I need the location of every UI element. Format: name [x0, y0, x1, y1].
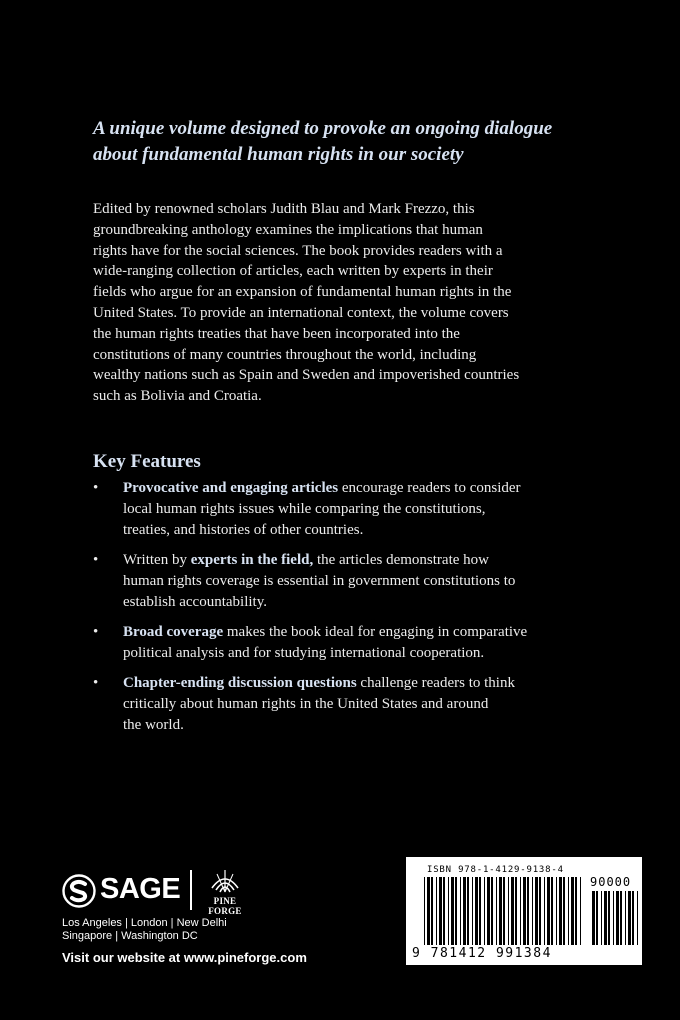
barcode-bar [511, 877, 514, 945]
feature-item [93, 478, 653, 541]
barcode-bar [608, 891, 610, 945]
barcode-bar [535, 877, 538, 945]
feature-line: human rights coverage is essential in government constitutions to [123, 573, 516, 589]
barcode-bar [439, 877, 442, 945]
barcode-bar [491, 877, 493, 945]
barcode-bar [601, 891, 602, 945]
feature-text: Written by [123, 552, 191, 568]
feature-text: the articles demonstrate how [313, 552, 489, 568]
website-link[interactable]: Visit our website at www.pineforge.com [62, 950, 307, 965]
intro-line: United States. To provide an international context, the volume covers [93, 304, 509, 321]
feature-line: critically about human rights in the United States and around [123, 696, 489, 712]
bullet-icon: • [93, 552, 99, 568]
feature-highlight: experts in the field, [190, 552, 314, 568]
feature-line: establish accountability. [123, 594, 267, 610]
bullet-icon: • [93, 675, 99, 691]
feature-text: makes the book ideal for engaging in comparative [223, 624, 528, 640]
barcode-bar [559, 877, 562, 945]
barcode-digits: 9 781412 991384 [412, 946, 552, 961]
intro-line: Edited by renowned scholars Judith Blau and Mark Frezzo, this [93, 201, 475, 217]
feature-item [93, 550, 653, 613]
feature-text: encourage readers to consider [338, 480, 521, 496]
pine-forge-line: FORGE [208, 906, 242, 916]
feature-line: the world. [123, 717, 184, 733]
cities-line: Singapore | Washington DC [62, 930, 198, 942]
barcode-bar [503, 877, 505, 945]
intro-line: constitutions of many countries throughout the world, including [93, 346, 477, 363]
feature-line: local human rights issues while comparing the constitutions, [123, 501, 486, 517]
intro-line: such as Bolivia and Croatia. [93, 388, 262, 405]
feature-highlight: Broad coverage [123, 624, 224, 640]
bullet-icon: • [93, 624, 99, 640]
barcode-bar [563, 877, 565, 945]
feature-item [93, 622, 653, 664]
barcode-bar [523, 877, 526, 945]
barcode-bar [580, 877, 581, 945]
feature-highlight: Provocative and engaging articles [123, 480, 339, 496]
barcode-bar [484, 877, 485, 945]
barcode-bar [496, 877, 497, 945]
intro-line: rights have for the social sciences. The book provides readers with a [93, 242, 503, 259]
tagline [93, 116, 633, 168]
intro-line: fields who argue for an expansion of fundamental human rights in the [93, 284, 512, 301]
barcode-bar [556, 877, 557, 945]
intro-line: the human rights treaties that have been incorporated into the [93, 325, 460, 342]
barcode-bar [604, 891, 607, 945]
bullet-icon: • [93, 480, 99, 496]
barcode-bar [625, 891, 626, 945]
cities-line: Los Angeles | London | New Delhi [62, 917, 227, 929]
barcode-bar [547, 877, 550, 945]
barcode-bar [532, 877, 533, 945]
barcode-bar [515, 877, 517, 945]
barcode-bar [427, 877, 430, 945]
pine-forge-line: PINE [213, 896, 237, 906]
barcode-bar [431, 877, 433, 945]
tagline-line: A unique volume designed to provoke an ongoing dialogue [93, 118, 553, 139]
price-code: 90000 [590, 875, 632, 889]
barcode-bar [613, 891, 614, 945]
intro-line: wealthy nations such as Spain and Sweden and impoverished countries [93, 367, 520, 384]
key-features-list [93, 478, 653, 745]
barcode-bar [544, 877, 545, 945]
isbn-barcode [406, 857, 642, 965]
barcode-bar [475, 877, 478, 945]
barcode-bar [451, 877, 454, 945]
barcode-bar [455, 877, 457, 945]
publisher-cities [62, 917, 227, 943]
barcode-bar [508, 877, 509, 945]
feature-item [93, 673, 653, 736]
barcode-bar [596, 891, 598, 945]
barcode-bar [463, 877, 466, 945]
pine-forge-cone-icon [208, 868, 242, 896]
barcode-bar [527, 877, 529, 945]
feature-text: challenge readers to think [356, 675, 515, 691]
barcode-bar [467, 877, 469, 945]
sage-wordmark: SAGE [100, 873, 181, 905]
feature-line: political analysis and for studying international cooperation. [123, 645, 485, 661]
barcode-bar [460, 877, 461, 945]
barcode-bar [539, 877, 541, 945]
barcode-bar [551, 877, 553, 945]
barcode-bar [436, 877, 437, 945]
barcode-bar [479, 877, 481, 945]
feature-line: treaties, and histories of other countries. [123, 522, 364, 538]
barcode-bar [592, 891, 595, 945]
barcode-bar [448, 877, 449, 945]
barcode-bar [632, 891, 634, 945]
logo-divider [190, 870, 192, 910]
sage-logo-icon [62, 874, 96, 908]
barcode-bar [424, 877, 425, 945]
barcode-bar [520, 877, 521, 945]
feature-highlight: Chapter-ending discussion questions [123, 675, 357, 691]
barcode-bar [616, 891, 619, 945]
barcode-bar [499, 877, 502, 945]
barcode-bar [568, 877, 569, 945]
barcode-bar [637, 891, 638, 945]
barcode-bar [472, 877, 473, 945]
barcode-bar [571, 877, 574, 945]
intro-line: wide-ranging collection of articles, each written by experts in their [93, 263, 493, 280]
tagline-line: about fundamental human rights in our society [93, 144, 464, 165]
barcode-bar [628, 891, 631, 945]
barcode-bar [575, 877, 577, 945]
intro-paragraph [93, 199, 633, 407]
key-features-heading: Key Features [93, 451, 201, 472]
barcode-bar [443, 877, 445, 945]
isbn-label: ISBN 978-1-4129-9138-4 [427, 865, 564, 875]
barcode-bar [487, 877, 490, 945]
intro-line: groundbreaking anthology examines the implications that human [93, 221, 483, 238]
pine-forge-wordmark [205, 896, 245, 916]
barcode-bar [620, 891, 622, 945]
